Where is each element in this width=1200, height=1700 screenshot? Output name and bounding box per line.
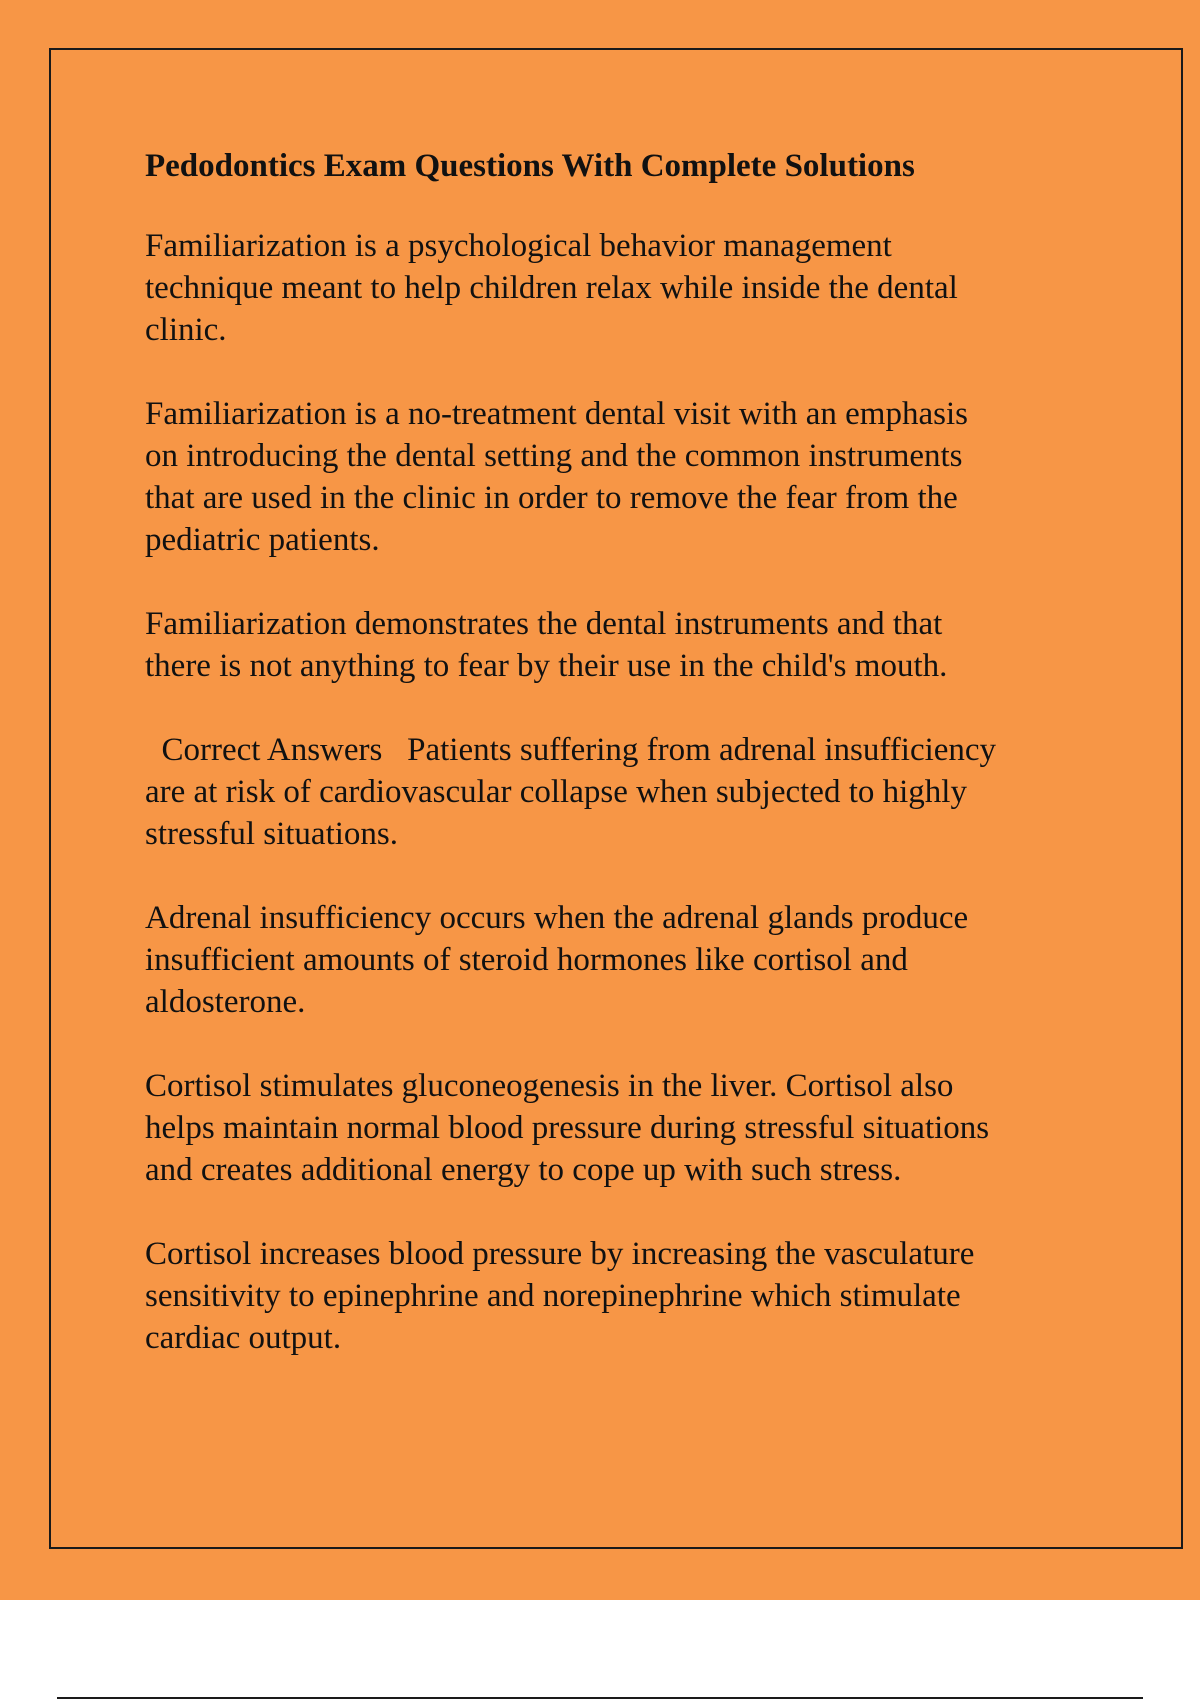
paragraph-cortisol-gluconeogenesis: Cortisol stimulates gluconeogenesis in the liver. Cortisol also helps maintain normal blood pressure during stressful situations and creates additional energy to cope up with such stress. xyxy=(145,1068,990,1188)
paragraph-demonstrates-instruments: Familiarization demonstrates the dental instruments and that there is not anything to fear by their use in the child's mouth. xyxy=(145,606,948,684)
paragraph-correct-answers: Correct Answers Patients suffering from adrenal insufficiency are at risk of cardiovascular collapse when subjected to highly stressful situations. xyxy=(145,732,997,852)
document-content xyxy=(145,145,1095,1401)
document-title: Pedodontics Exam Questions With Complete Solutions xyxy=(145,148,915,184)
paragraph-cortisol-blood-pressure: Cortisol increases blood pressure by increasing the vasculature sensitivity to epinephrine and norepinephrine which stimulate cardiac output. xyxy=(145,1236,975,1356)
paragraph-familiarization-definition: Familiarization is a psychological behavior management technique meant to help children relax while inside the dental clinic. xyxy=(145,228,958,348)
paragraph-adrenal-insufficiency: Adrenal insufficiency occurs when the adrenal glands produce insufficient amounts of steroid hormones like cortisol and aldosterone. xyxy=(145,900,969,1020)
footer-divider xyxy=(57,1697,1143,1699)
paragraph-no-treatment-visit: Familiarization is a no-treatment dental visit with an emphasis on introducing the dental setting and the common instruments that are used in the clinic in order to remove the fear from the pediatric patients. xyxy=(145,396,968,558)
